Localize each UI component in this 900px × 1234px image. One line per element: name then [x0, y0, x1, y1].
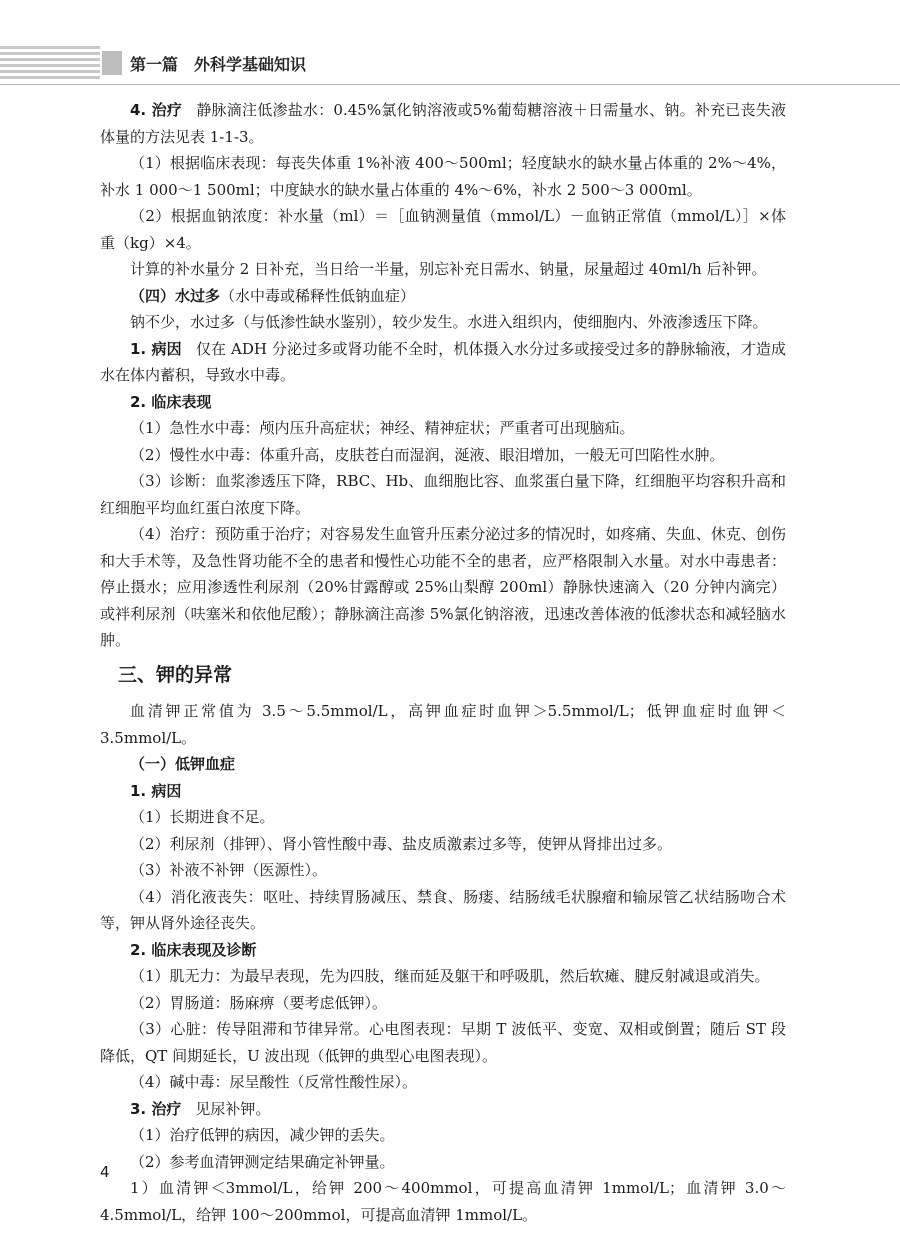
paragraph: （2）胃肠道：肠麻痹（要考虑低钾）。: [130, 993, 388, 1012]
header-part: 第一篇: [130, 55, 179, 74]
paragraph: （4）碱中毒：尿呈酸性（反常性酸性尿）。: [130, 1073, 418, 1091]
paragraph: （1）急性水中毒：颅内压升高症状；神经、精神症状；严重者可出现脑疝。: [130, 419, 635, 437]
page-body: [100, 97, 786, 1228]
paragraph: （1）根据临床表现：每丧失体重 1%补液 400～500ml；轻度缺水的缺水量占体重的 2%～4%，补水 1 000～1 500ml；中度缺水的缺水量占体重的 4%～6%，补水 2 500～3 000ml。: [100, 154, 786, 199]
subheading: [100, 283, 786, 310]
page-number: 4: [100, 1163, 110, 1181]
paragraph: （3）心脏：传导阻滞和节律异常。心电图表现：早期 T 波低平、变宽、双相或倒置；随后 ST 段降低，QT 间期延长，U 波出现（低钾的典型心电图表现）。: [100, 1020, 786, 1065]
paragraph: （4）治疗：预防重于治疗；对容易发生血管升压素分泌过多的情况时，如疼痛、失血、休克、创伤和大手术等，及急性肾功能不全的患者和慢性心功能不全的患者，应严格限制入水量。对水中毒患者：停止摄水；应用渗透性利尿剂（20%甘露醇或 25%山梨醇 200ml）静脉快速滴入（20 分钟内滴完）或袢利尿剂（呋塞米和依他尼酸）；静脉滴注高渗 5%氯化钠溶液，迅速改善体液的低渗状态和减轻脑水肿。: [100, 525, 786, 649]
paragraph: （1）长期进食不足。: [130, 808, 275, 826]
paragraph: （2）参考血清钾测定结果确定补钾量。: [130, 1152, 395, 1171]
subheading: 1. 病因: [130, 781, 182, 800]
item-label: 4. 治疗: [130, 101, 183, 119]
header-title: [130, 52, 306, 75]
subheading-note: （水中毒或稀释性低钠血症）: [220, 286, 416, 305]
header-rule: [0, 84, 900, 85]
paragraph: [100, 97, 786, 150]
paragraph: [100, 336, 786, 389]
subheading: 2. 临床表现: [130, 392, 212, 411]
subheading: （一）低钾血症: [130, 755, 236, 773]
section-heading: 三、钾的异常: [118, 663, 233, 686]
page-header: [0, 38, 900, 86]
header-bar: [102, 51, 122, 75]
item-text: 仅在 ADH 分泌过多或肾功能不全时，机体摄入水分过多或接受过多的静脉输液，才造成水在体内蓄积，导致水中毒。: [100, 339, 787, 384]
paragraph: （2）利尿剂（排钾）、肾小管性酸中毒、盐皮质激素过多等，使钾从肾排出过多。: [130, 834, 673, 853]
header-subject: 外科学基础知识: [194, 55, 307, 74]
paragraph: 1）血清钾＜3mmol/L，给钾 200～400mmol，可提高血清钾 1mmol/L；血清钾 3.0～4.5mmol/L，给钾 100～200mmol，可提高血清钾 1mmol/L。: [100, 1179, 786, 1224]
subheading: 2. 临床表现及诊断: [130, 940, 257, 959]
paragraph: （2）根据血钠浓度：补水量（ml）＝［血钠测量值（mmol/L）－血钠正常值（mmol/L）］×体重（kg）×4。: [100, 207, 786, 252]
paragraph: （3）诊断：血浆渗透压下降，RBC、Hb、血细胞比容、血浆蛋白量下降，红细胞平均容积升高和红细胞平均血红蛋白浓度下降。: [100, 472, 786, 517]
paragraph: 钠不少，水过多（与低渗性缺水鉴别），较少发生。水进入组织内，使细胞内、外液渗透压下降。: [130, 313, 768, 331]
subheading-label: （四）水过多: [130, 286, 221, 305]
paragraph: [100, 1096, 786, 1123]
paragraph: （4）消化液丧失：呕吐、持续胃肠减压、禁食、肠瘘、结肠绒毛状腺瘤和输尿管乙状结肠吻合术等，钾从肾外途径丧失。: [100, 887, 786, 932]
paragraph: （3）补液不补钾（医源性）。: [130, 861, 328, 879]
item-text: 静脉滴注低渗盐水：0.45%氯化钠溶液或5%葡萄糖溶液＋日需量水、钠。补充已丧失液体量的方法见表 1-1-3。: [100, 101, 787, 146]
item-label: 3. 治疗: [130, 1099, 182, 1118]
paragraph: 计算的补水量分 2 日补充，当日给一半量，别忘补充日需水、钠量，尿量超过 40ml/h 后补钾。: [130, 260, 767, 278]
paragraph: （2）慢性水中毒：体重升高，皮肤苍白而湿润，涎液、眼泪增加，一般无可凹陷性水肿。: [130, 445, 725, 464]
paragraph: （1）肌无力：为最早表现，先为四肢，继而延及躯干和呼吸肌，然后软瘫、腱反射减退或消失。: [130, 967, 770, 985]
item-label: 1. 病因: [130, 339, 182, 358]
paragraph: （1）治疗低钾的病因，减少钾的丢失。: [130, 1126, 395, 1144]
paragraph: 血清钾正常值为 3.5～5.5mmol/L，高钾血症时血钾＞5.5mmol/L；低钾血症时血钾＜3.5mmol/L。: [100, 702, 786, 747]
item-text: 见尿补钾。: [195, 1099, 271, 1118]
